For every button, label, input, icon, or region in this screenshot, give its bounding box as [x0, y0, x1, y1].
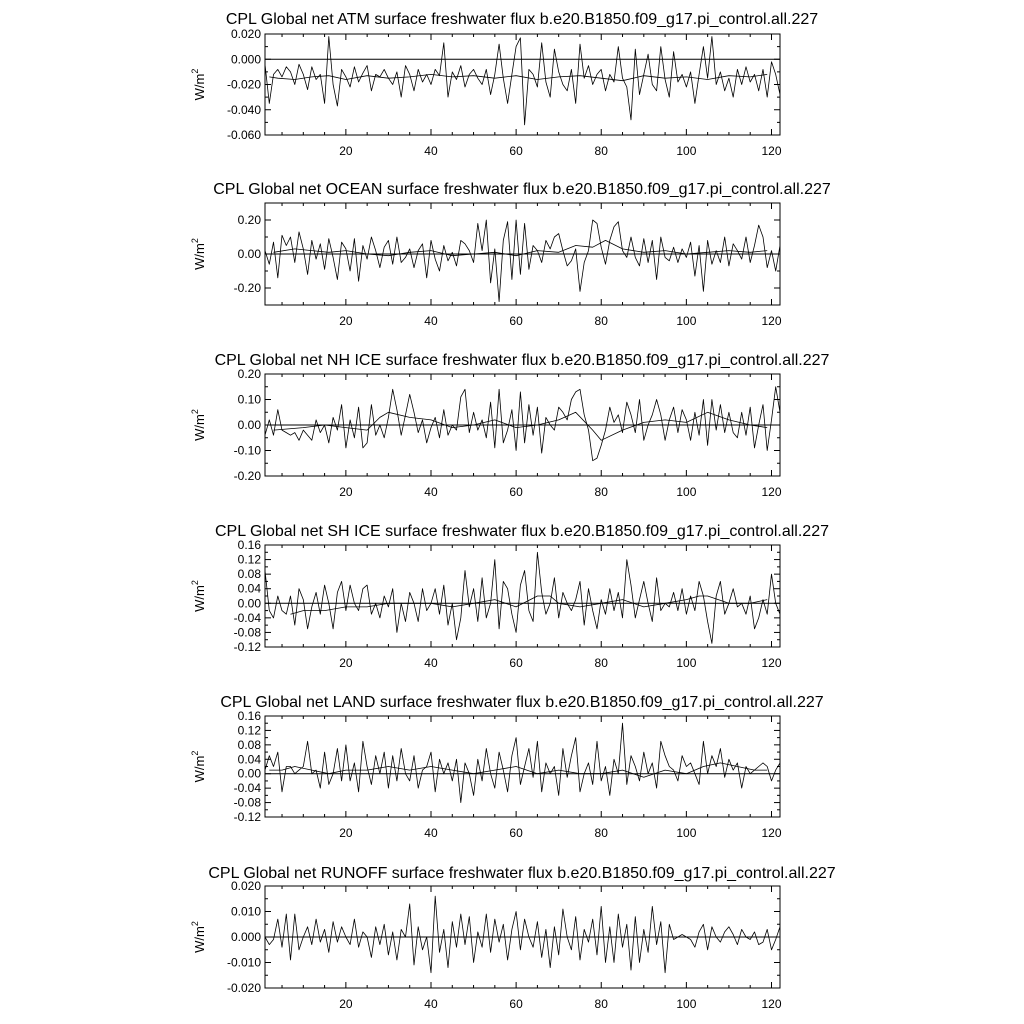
y-axis-label-superscript: 2 — [190, 750, 200, 756]
x-tick-label: 80 — [594, 144, 608, 158]
series-line-2 — [274, 240, 768, 255]
x-tick-label: 20 — [339, 144, 353, 158]
x-tick-label: 120 — [761, 485, 782, 499]
chart-panel-6 — [190, 865, 836, 1011]
y-tick-label: -0.12 — [233, 640, 261, 654]
x-tick-label: 120 — [761, 314, 782, 328]
chart-title: CPL Global net SH ICE surface freshwater flux b.e20.B1850.f09_g17.pi_control.all.227 — [215, 523, 829, 540]
x-tick-label: 20 — [339, 485, 353, 499]
y-tick-label: -0.04 — [233, 781, 261, 796]
chart-title: CPL Global net LAND surface freshwater flux b.e20.B1850.f09_g17.pi_control.all.227 — [220, 694, 824, 711]
y-tick-label: 0.16 — [237, 709, 261, 723]
y-axis-label — [190, 751, 207, 783]
y-tick-label: -0.040 — [226, 102, 261, 117]
y-tick-label: -0.020 — [226, 981, 261, 995]
y-tick-label: 0.020 — [230, 27, 261, 41]
x-tick-label: 40 — [424, 144, 438, 158]
y-tick-label: -0.020 — [226, 77, 261, 92]
chart-panel-1 — [190, 11, 818, 158]
x-tick-label: 40 — [424, 485, 438, 499]
x-tick-label: 40 — [424, 997, 438, 1011]
x-tick-label: 60 — [509, 485, 523, 499]
x-tick-label: 80 — [594, 485, 608, 499]
y-tick-label: 0.10 — [237, 392, 261, 407]
y-tick-label: -0.10 — [233, 443, 261, 458]
x-tick-label: 120 — [761, 826, 782, 840]
x-tick-label: 120 — [761, 144, 782, 158]
y-tick-label: 0.00 — [237, 596, 261, 611]
x-tick-label: 80 — [594, 997, 608, 1011]
y-axis-label-unit: W/m — [192, 414, 207, 441]
y-axis-label-superscript: 2 — [190, 238, 200, 244]
y-axis-label-superscript: 2 — [190, 921, 200, 927]
y-axis-label-unit: W/m — [192, 926, 207, 953]
x-tick-label: 80 — [594, 314, 608, 328]
series-line-1 — [265, 552, 780, 643]
y-tick-label: 0.08 — [237, 567, 261, 582]
y-axis-label — [190, 580, 207, 612]
y-axis-label — [190, 238, 207, 270]
x-tick-label: 20 — [339, 656, 353, 670]
y-tick-label: -0.060 — [226, 128, 261, 142]
y-tick-label: -0.12 — [233, 810, 261, 824]
series-line-1 — [265, 37, 780, 125]
y-tick-label: 0.20 — [237, 367, 261, 381]
y-axis-label-superscript: 2 — [190, 68, 200, 74]
chart-panel-4 — [190, 523, 829, 670]
y-tick-label: 0.16 — [237, 538, 261, 552]
x-tick-label: 100 — [676, 314, 697, 328]
x-tick-label: 120 — [761, 656, 782, 670]
y-tick-label: 0.010 — [230, 904, 261, 919]
y-tick-label: 0.00 — [237, 766, 261, 781]
y-tick-label: 0.04 — [237, 581, 261, 596]
x-tick-label: 100 — [676, 997, 697, 1011]
y-axis-label-superscript: 2 — [190, 580, 200, 586]
y-tick-label: 0.04 — [237, 752, 261, 767]
y-tick-label: -0.010 — [226, 955, 261, 970]
y-axis-label-unit: W/m — [192, 585, 207, 612]
y-tick-label: 0.020 — [230, 879, 261, 893]
y-tick-label: 0.000 — [230, 52, 261, 67]
series-line-1 — [265, 220, 780, 302]
y-axis-label-superscript: 2 — [190, 409, 200, 415]
x-tick-label: 20 — [339, 826, 353, 840]
chart-title: CPL Global net OCEAN surface freshwater flux b.e20.B1850.f09_g17.pi_control.all.227 — [213, 181, 831, 198]
chart-panel-3 — [190, 352, 830, 499]
x-tick-label: 60 — [509, 997, 523, 1011]
y-axis-label-unit: W/m — [192, 243, 207, 270]
y-tick-label: 0.000 — [230, 930, 261, 944]
y-tick-label: -0.20 — [233, 281, 261, 295]
x-tick-label: 60 — [509, 826, 523, 840]
x-tick-label: 40 — [424, 656, 438, 670]
y-axis-label — [190, 921, 207, 953]
x-tick-label: 120 — [761, 997, 782, 1011]
x-tick-label: 100 — [676, 485, 697, 499]
x-tick-label: 100 — [676, 656, 697, 670]
y-tick-label: 0.12 — [237, 552, 261, 567]
x-tick-label: 60 — [509, 144, 523, 158]
y-tick-label: 0.00 — [237, 247, 261, 261]
x-tick-label: 20 — [339, 997, 353, 1011]
y-axis-label — [190, 69, 207, 101]
x-tick-label: 20 — [339, 314, 353, 328]
y-tick-label: 0.20 — [237, 213, 261, 227]
x-tick-label: 100 — [676, 826, 697, 840]
y-tick-label: 0.08 — [237, 737, 261, 752]
y-tick-label: 0.00 — [237, 418, 261, 432]
series-line-2 — [269, 74, 767, 80]
series-line-1 — [265, 896, 780, 973]
x-tick-label: 60 — [509, 656, 523, 670]
y-tick-label: -0.20 — [233, 469, 261, 483]
x-tick-label: 40 — [424, 826, 438, 840]
chart-panel-2 — [190, 181, 831, 328]
x-tick-label: 60 — [509, 314, 523, 328]
x-tick-label: 40 — [424, 314, 438, 328]
chart-title: CPL Global net NH ICE surface freshwater flux b.e20.B1850.f09_g17.pi_control.all.227 — [214, 352, 830, 369]
chart-panel-5 — [190, 694, 824, 840]
chart-title: CPL Global net RUNOFF surface freshwater flux b.e20.B1850.f09_g17.pi_control.all.227 — [208, 865, 836, 882]
chart-title: CPL Global net ATM surface freshwater flux b.e20.B1850.f09_g17.pi_control.all.227 — [225, 11, 819, 28]
x-tick-label: 80 — [594, 826, 608, 840]
y-tick-label: -0.08 — [233, 795, 261, 810]
x-tick-label: 100 — [676, 144, 697, 158]
y-tick-label: -0.04 — [233, 610, 261, 625]
y-axis-label — [190, 409, 207, 441]
y-tick-label: -0.08 — [233, 625, 261, 640]
y-axis-label-unit: W/m — [192, 73, 207, 101]
series-line-1 — [265, 723, 780, 802]
y-axis-label-unit: W/m — [192, 755, 207, 783]
x-tick-label: 80 — [594, 656, 608, 670]
series-line-1 — [265, 387, 780, 461]
y-tick-label: 0.12 — [237, 723, 261, 738]
